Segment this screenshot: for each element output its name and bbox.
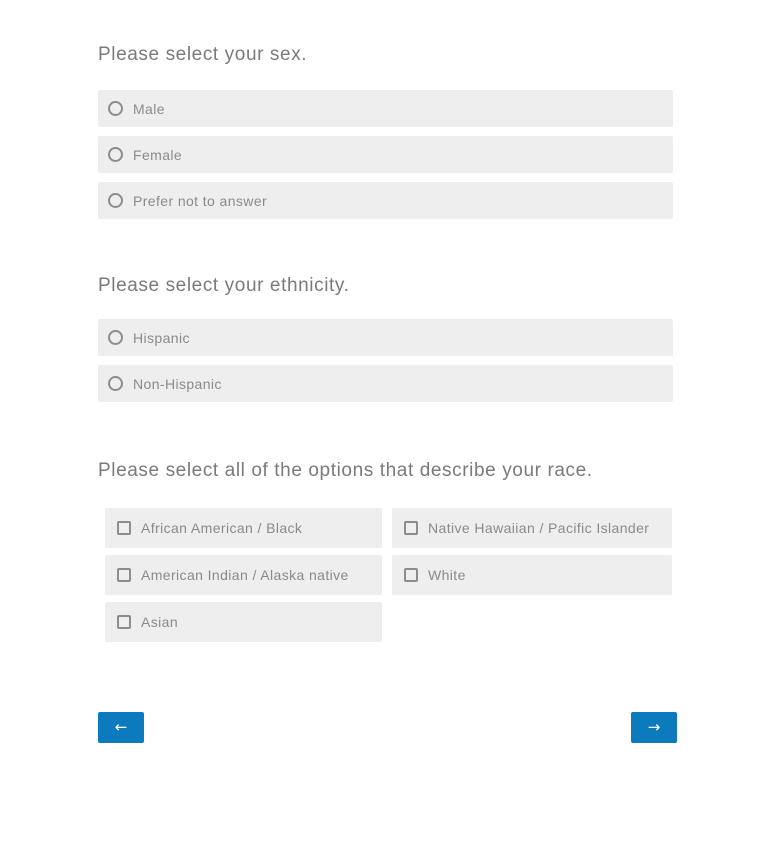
back-button[interactable] (98, 712, 144, 743)
question-ethnicity (98, 275, 673, 402)
radio-option-male[interactable] (98, 90, 673, 127)
race-checkbox-grid (105, 508, 673, 642)
question-sex (98, 44, 673, 219)
checkbox-option-label: White (428, 567, 466, 583)
checkbox-option-white[interactable] (392, 555, 672, 595)
radio-option-label: Female (133, 146, 183, 163)
radio-unchecked-icon[interactable] (108, 101, 123, 116)
radio-option-label: Male (133, 100, 165, 117)
checkbox-option-label: American Indian / Alaska native (141, 567, 349, 583)
question-ethnicity-title: Please select your ethnicity. (98, 275, 350, 296)
radio-option-label: Prefer not to answer (133, 192, 268, 209)
radio-option-hispanic[interactable] (98, 319, 673, 356)
radio-option-prefer-not-to-answer[interactable] (98, 182, 673, 219)
question-race (98, 460, 673, 642)
checkbox-option-label: African American / Black (141, 520, 303, 536)
checkbox-option-native-hawaiian-pacific-islander[interactable] (392, 508, 672, 548)
checkbox-unchecked-icon[interactable] (117, 521, 131, 535)
radio-option-label: Non-Hispanic (133, 375, 222, 392)
checkbox-unchecked-icon[interactable] (117, 568, 131, 582)
next-button[interactable] (631, 712, 677, 743)
radio-option-female[interactable] (98, 136, 673, 173)
question-sex-title: Please select your sex. (98, 44, 308, 65)
checkbox-option-label: Native Hawaiian / Pacific Islander (428, 520, 650, 536)
question-race-title: Please select all of the options that describe your race. (98, 460, 593, 481)
checkbox-option-label: Asian (141, 614, 179, 630)
checkbox-option-american-indian-alaska-native[interactable] (105, 555, 382, 595)
content-column (98, 44, 673, 743)
radio-option-non-hispanic[interactable] (98, 365, 673, 402)
radio-unchecked-icon[interactable] (108, 376, 123, 391)
radio-unchecked-icon[interactable] (108, 330, 123, 345)
arrow-right-icon: → (647, 718, 661, 736)
race-checkbox-column-right (392, 508, 672, 642)
checkbox-unchecked-icon[interactable] (404, 521, 418, 535)
arrow-left-icon: ← (114, 718, 128, 736)
race-checkbox-column-left (105, 508, 382, 642)
radio-unchecked-icon[interactable] (108, 147, 123, 162)
navigation-bar (98, 712, 677, 743)
radio-unchecked-icon[interactable] (108, 193, 123, 208)
checkbox-unchecked-icon[interactable] (404, 568, 418, 582)
checkbox-option-asian[interactable] (105, 602, 382, 642)
checkbox-option-african-american-black[interactable] (105, 508, 382, 548)
checkbox-unchecked-icon[interactable] (117, 615, 131, 629)
radio-option-label: Hispanic (133, 329, 190, 346)
